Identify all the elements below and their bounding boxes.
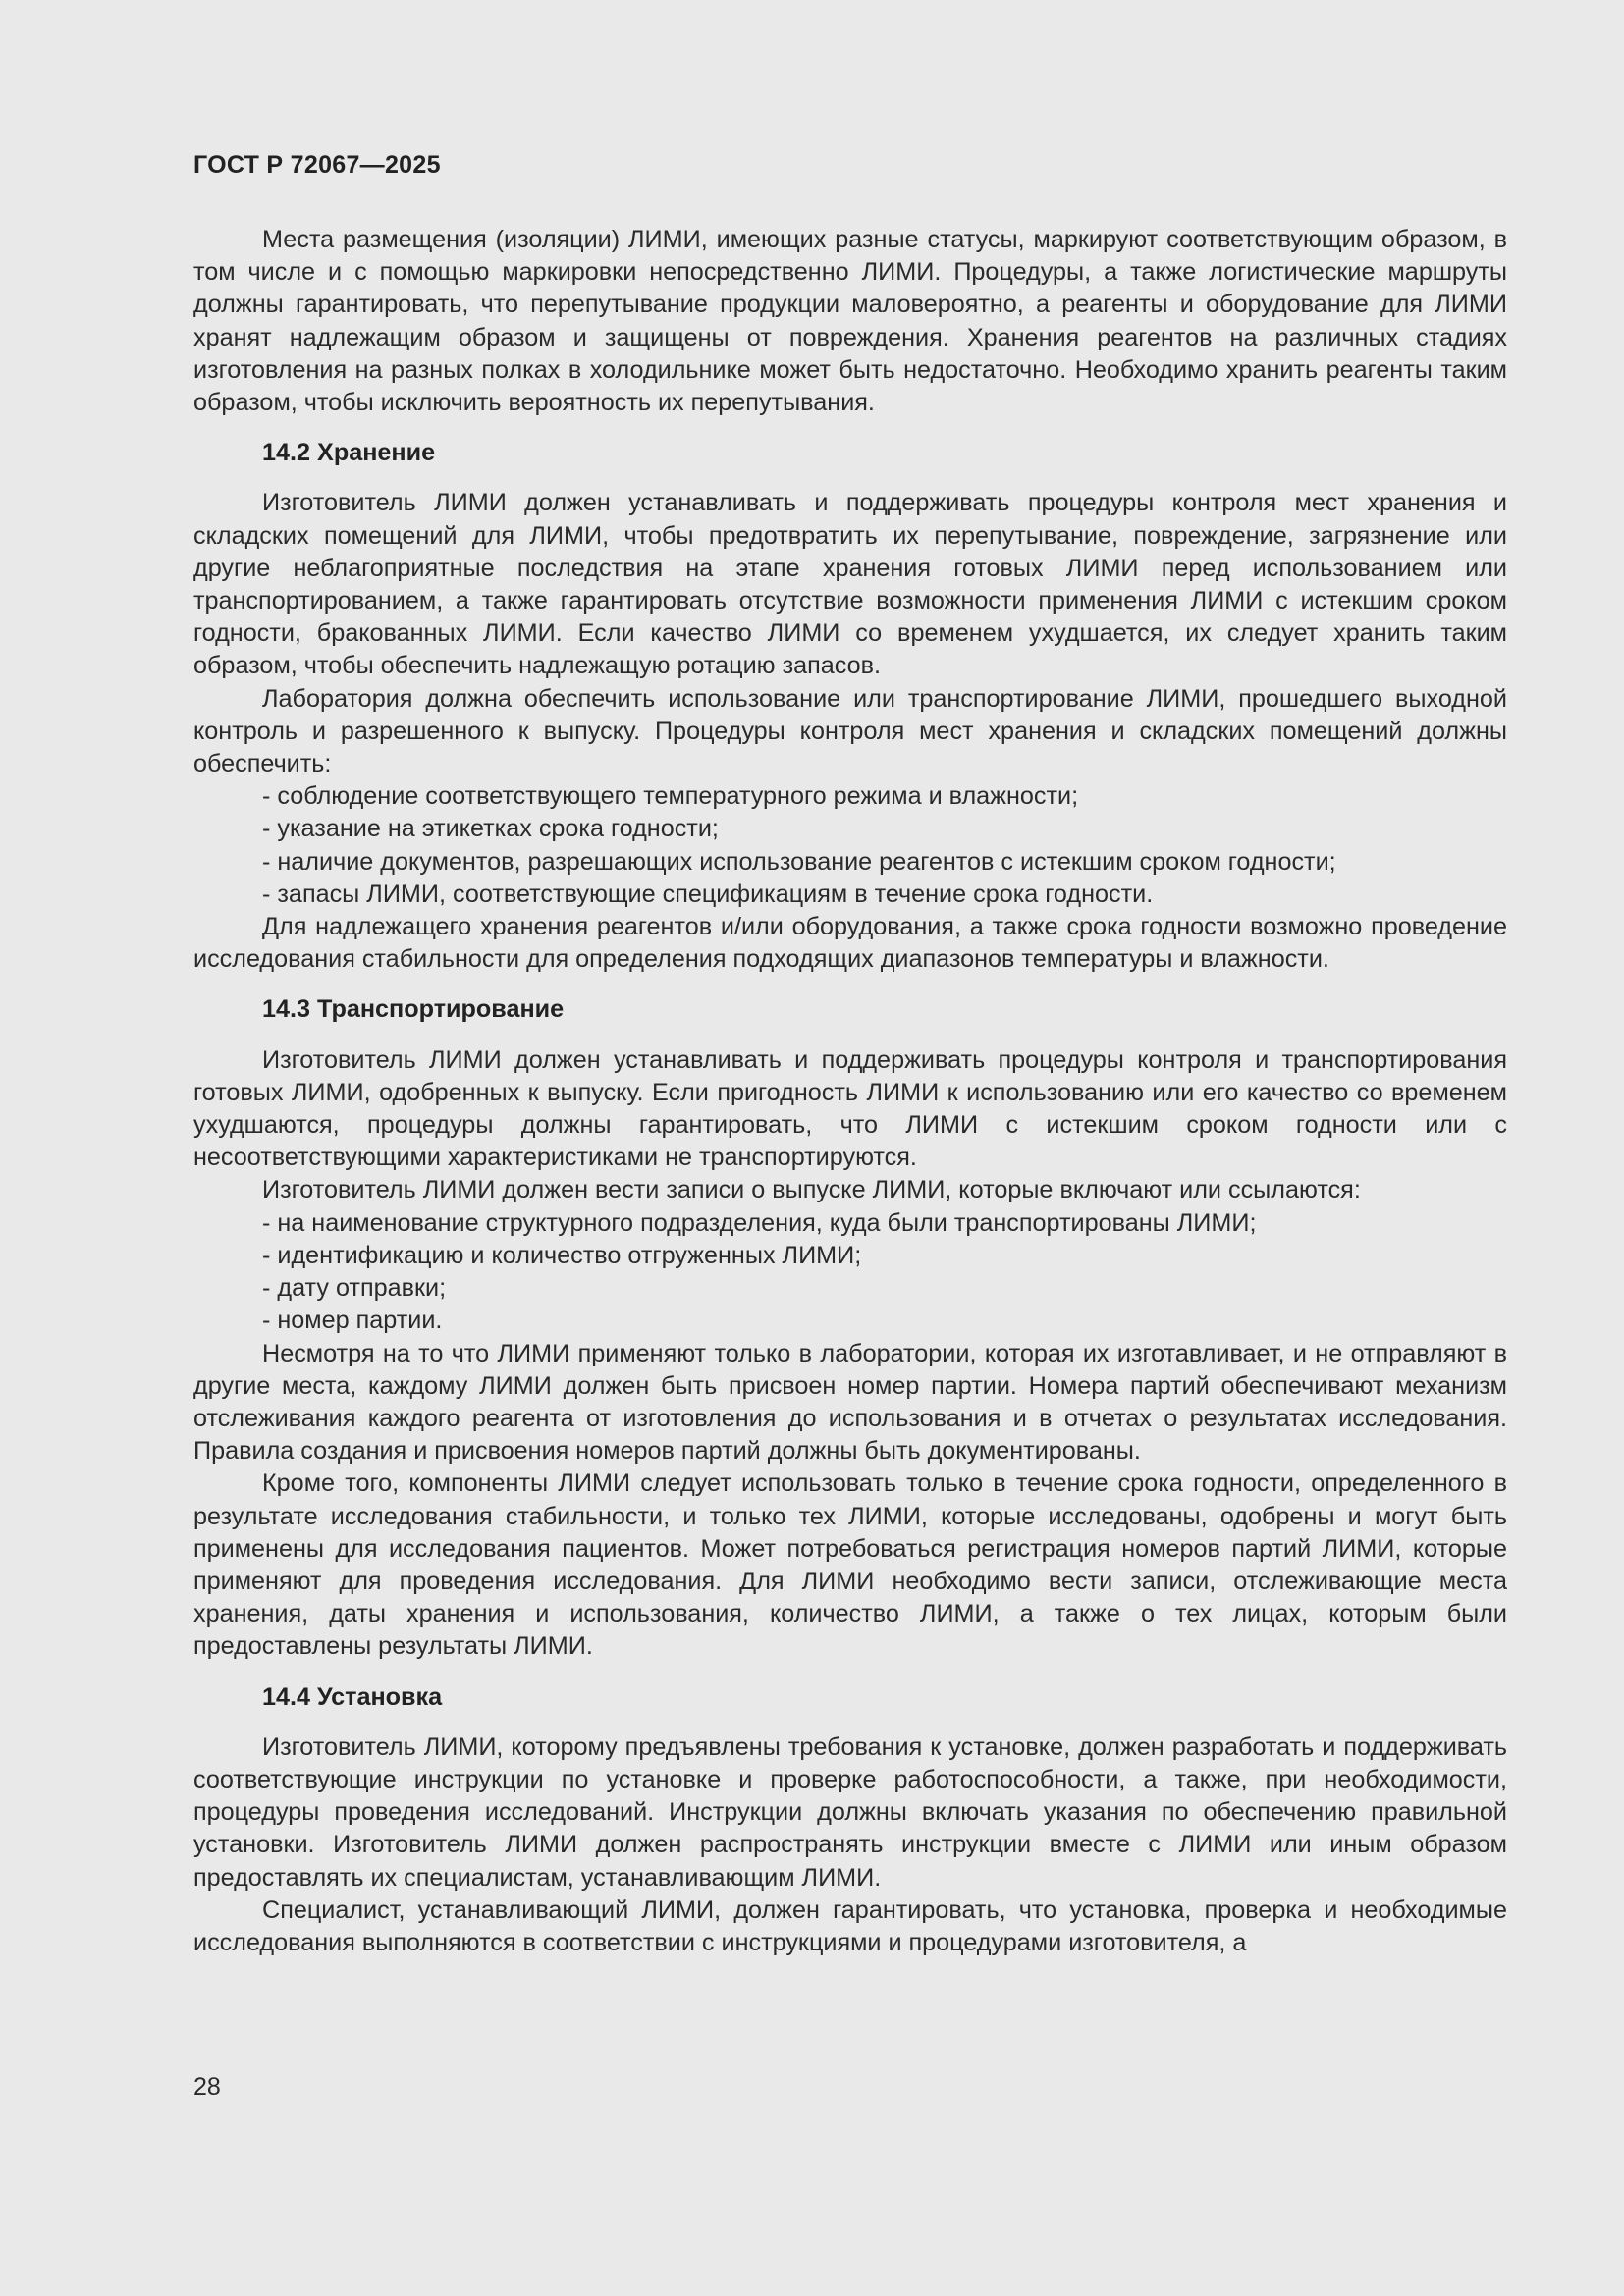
paragraph: Изготовитель ЛИМИ, которому предъявлены требования к установке, должен разработать и поддерживать соответствующие инструкции по установке и проверке работоспособности, а также, при необходимости, процедуры проведения исследований. Инструкции должны включать указания по обеспечению правильной установки. Изготовитель ЛИМИ должен распространять инструкции вместе с ЛИМИ или иным образом предоставлять их специалистам, устанавливающим ЛИМИ. (193, 1733, 1507, 1892)
paragraph: Лаборатория должна обеспечить использование или транспортирование ЛИМИ, прошедшего выходной контроль и разрешенного к выпуску. Процедуры контроля мест хранения и складских помещений должны обеспечить: (193, 684, 1507, 778)
paragraph: Изготовитель ЛИМИ должен устанавливать и поддерживать процедуры контроля мест хранения и складских помещений для ЛИМИ, чтобы предотвратить их перепутывание, повреждение, загрязнение или другие неблагоприятные последствия на этапе хранения готовых ЛИМИ перед использованием или транспортированием, а также гарантировать отсутствие возможности применения ЛИМИ с истекшим сроком годности, бракованных ЛИМИ. Если качество ЛИМИ со временем ухудшается, их следует хранить таким образом, чтобы обеспечить надлежащую ротацию запасов. (193, 489, 1507, 680)
paragraph: Кроме того, компоненты ЛИМИ следует использовать только в течение срока годности, определенного в результате исследования стабильности, и только тех ЛИМИ, которые исследованы, одобрены и могут быть применены для исследования пациентов. Может потребоваться регистрация номеров партий ЛИМИ, которые применяют для проведения исследования. Для ЛИМИ необходимо вести записи, отслеживающие места хранения, даты хранения и использования, количество ЛИМИ, а также о тех лицах, которым были предоставлены результаты ЛИМИ. (193, 1469, 1507, 1661)
paragraph: Несмотря на то что ЛИМИ применяют только в лаборатории, которая их изготавливает, и не отправляют в другие места, каждому ЛИМИ должен быть присвоен номер партии. Номера партий обеспечивают механизм отслеживания каждого реагента от изготовления до использования и в отчетах о результатах исследования. Правила создания и присвоения номеров партий должны быть документированы. (193, 1339, 1507, 1466)
paragraph: Места размещения (изоляции) ЛИМИ, имеющих разные статусы, маркируют соответствующим образом, в том числе и с помощью маркировки непосредственно ЛИМИ. Процедуры, а также логистические маршруты должны гарантировать, что перепутывание продукции маловероятно, а реагенты и оборудование для ЛИМИ хранят надлежащим образом и защищены от повреждения. Хранения реагентов на различных стадиях изготовления на разных полках в холодильнике может быть недостаточно. Необходимо хранить реагенты таким образом, чтобы исключить вероятность их перепутывания. (193, 226, 1507, 417)
page-number: 28 (193, 2073, 221, 2101)
list-item: - дату отправки; (262, 1274, 447, 1303)
document-header: ГОСТ Р 72067—2025 (193, 151, 441, 179)
paragraph: Специалист, устанавливающий ЛИМИ, должен гарантировать, что установка, проверка и необходимые исследования выполняются в соответствии с инструкциями и процедурами изготовителя, а (193, 1896, 1507, 1956)
list-item: - на наименование структурного подразделения, куда были транспортированы ЛИМИ; (262, 1208, 1257, 1237)
section-heading: 14.2 Хранение (262, 439, 436, 467)
list-item: - идентификацию и количество отгруженных ЛИМИ; (262, 1241, 862, 1269)
paragraph: Изготовитель ЛИМИ должен устанавливать и поддерживать процедуры контроля и транспортирования готовых ЛИМИ, одобренных к выпуску. Если пригодность ЛИМИ к использованию или его качество со временем ухудшаются, процедуры должны гарантировать, что ЛИМИ с истекшим сроком годности или с несоответствующими характеристиками не транспортируются. (193, 1045, 1507, 1172)
list-item: - номер партии. (262, 1307, 443, 1335)
section-heading: 14.3 Транспортирование (262, 995, 565, 1024)
list-item: - наличие документов, разрешающих использование реагентов с истекшим сроком годности; (262, 847, 1336, 876)
paragraph: Для надлежащего хранения реагентов и/или оборудования, а также срока годности возможно проведение исследования стабильности для определения подходящих диапазонов температуры и влажности. (193, 913, 1507, 974)
list-item: - запасы ЛИМИ, соответствующие спецификациям в течение срока годности. (262, 880, 1154, 908)
document-body (193, 224, 1507, 1959)
section-heading: 14.4 Установка (262, 1682, 443, 1711)
paragraph: Изготовитель ЛИМИ должен вести записи о выпуске ЛИМИ, которые включают или ссылаются: (262, 1176, 1361, 1204)
list-item: - указание на этикетках срока годности; (262, 815, 719, 843)
list-item: - соблюдение соответствующего температурного режима и влажности; (262, 782, 1079, 811)
